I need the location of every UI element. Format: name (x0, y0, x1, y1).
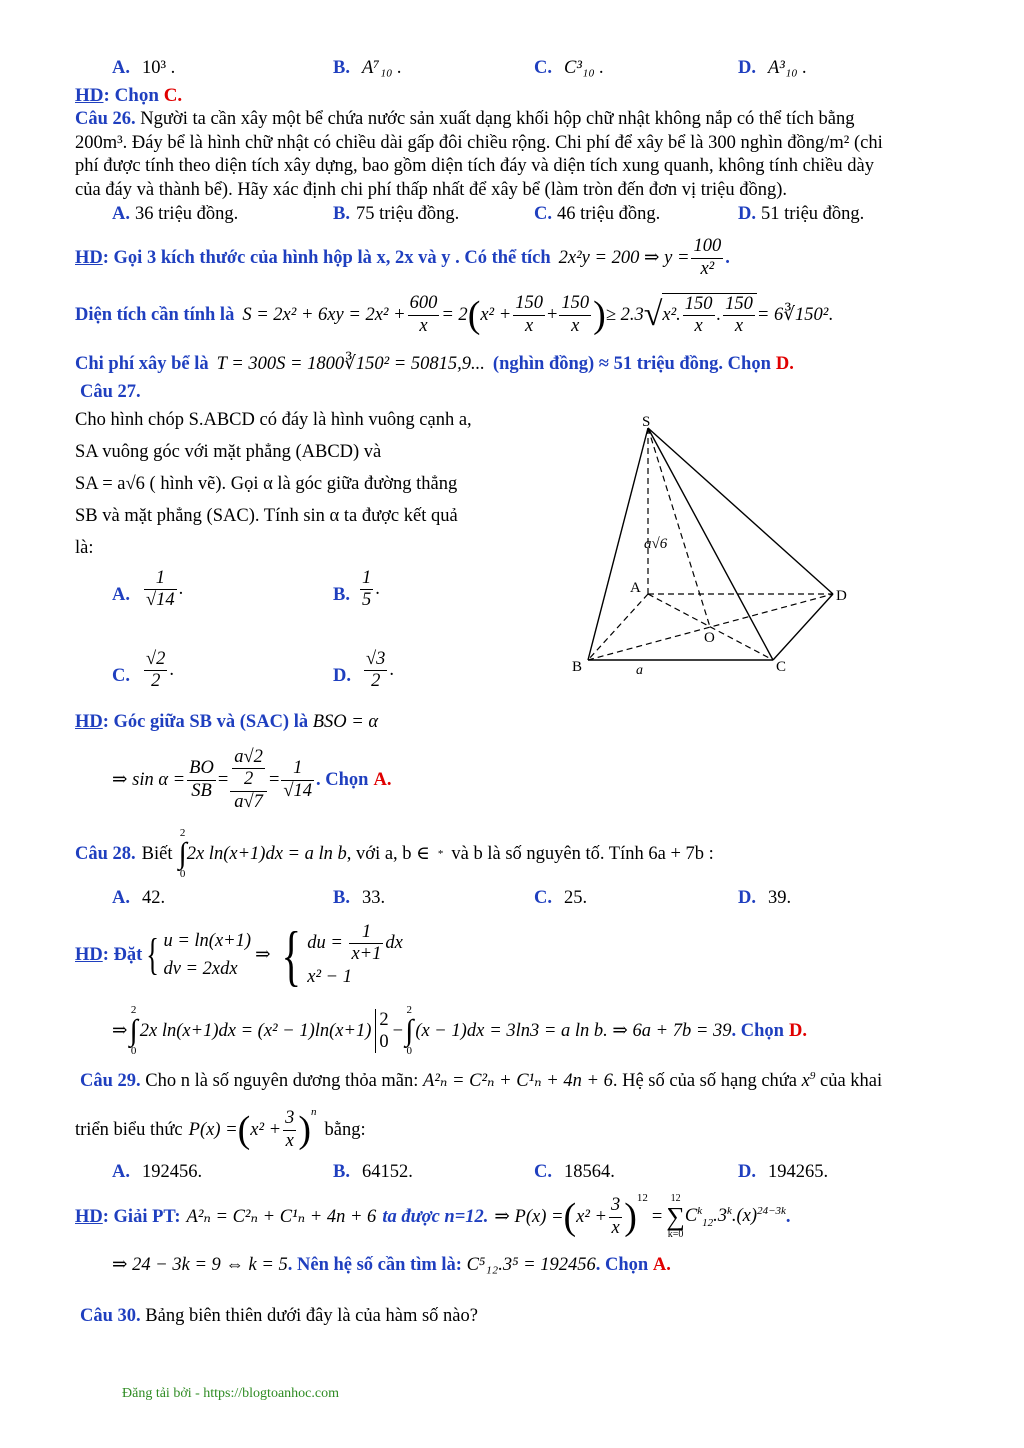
answer-letter: D. (775, 353, 794, 374)
hd-text: (nghìn đồng) ≈ 51 triệu đồng. Chọn (492, 353, 771, 374)
fraction (691, 236, 723, 280)
option-c-label: C. (112, 666, 130, 686)
option-b-label: B. (333, 204, 350, 224)
answer-letter: C. (163, 85, 183, 106)
option-d-label: D. (738, 204, 756, 224)
vertex-D: D (836, 588, 847, 604)
answer-letter: A. (373, 769, 392, 790)
hd-text: Chi phí xây bể là (75, 353, 209, 374)
option-b-value: 33. (362, 888, 386, 908)
option-d-label: D. (738, 1162, 756, 1182)
question-text: Bảng biên thiên dưới đây là của hàm số nào? (145, 1306, 478, 1326)
option-d-value: 194265. (768, 1162, 829, 1182)
question-text: SA = a√6 ( hình vẽ). Gọi α là góc giữa đường thẳng (75, 474, 458, 494)
math-expression: BSO = α (312, 712, 379, 732)
q26-question (75, 108, 985, 202)
option-a-value: 10³ . (142, 58, 176, 78)
pyramid-figure (568, 408, 858, 683)
q29-solution-line1: HD : Giải PT: A²ₙ = C²ₙ + C¹ₙ + 4n + 6 ta được n=12. ⇒ P(x) = ( x² + $\frac{3}{x}$ ) $^{12}$ = 12 ∑ k=0 $C^k_{12}.3^k.(x)^{24-3k}$ . (75, 1192, 791, 1240)
option-b-label: B. (333, 888, 350, 908)
q28-question: Câu 28. Biết 2 ∫ 0 2x ln(x+1)dx = a ln b , với a, b ∈ * và b là số nguyên tố. Tính 6a + 7b : (75, 827, 714, 880)
question-text: của đáy và thành bể). Hãy xác định chi phí thấp nhất để xây bể (làm tròn đến đơn vị triệu đồng). (75, 179, 788, 200)
option-d-value: 51 triệu đồng. (761, 204, 865, 224)
option-b-label: B. (333, 58, 350, 78)
question-text: của khai (820, 1071, 883, 1092)
option-a-value: 42. (142, 888, 166, 908)
option-b-value: A⁷₁₀ . (362, 58, 402, 78)
question-text: Người ta cần xây một bể chứa nước sản xuất dạng khối hộp chữ nhật không nắp có thể tích bằng (135, 109, 855, 129)
option-d-value: A³₁₀ . (768, 58, 807, 78)
q28-solution-line2: ⇒ 2 ∫ 0 2x ln(x+1)dx = (x² − 1)ln(x+1) 2 0 − 2 ∫ 0 (x − 1)dx = 3ln3 = a ln b. ⇒ 6a + 7b = 39 . Chọn D. (112, 1004, 807, 1057)
vertex-A: A (630, 580, 641, 596)
q26-solution-line1: HD : Gọi 3 kích thước của hình hộp là x, 2x và y . Có thể tích 2x²y = 200 ⇒ y = $\frac{100}{\text{x²}}$ . (75, 236, 730, 279)
answer-letter: D. (788, 1020, 807, 1041)
hd-text: Diện tích cần tính là (75, 304, 235, 325)
question-text: Biết (141, 843, 173, 864)
q27-solution-line1: HD: Góc giữa SB và (SAC) là BSO = α (75, 712, 379, 732)
option-a-value: 36 triệu đồng. (135, 204, 239, 224)
question-text: Cho hình chóp S.ABCD có đáy là hình vuông cạnh a, (75, 410, 472, 430)
option-d-label: D. (738, 58, 756, 78)
option-b-value: 64152. (362, 1162, 413, 1182)
q26-solution-line2: Diện tích cần tính là S = 2x² + 6xy = 2x² + $\frac{600}{x}$ = 2 ( x² + $\frac{150}{x}$ + $\frac{150}{x}$ ) ≥ 2.3 √ x². $\frac{150}{x}$ . $\frac{150}{x}$ = 6∛150² . (75, 293, 833, 336)
option-a-label: A. (112, 204, 130, 224)
option-c-label: C. (534, 1162, 552, 1182)
option-b-value: 75 triệu đồng. (356, 204, 460, 224)
edge-label-sa: a√6 (644, 536, 668, 552)
q30-question (80, 1306, 478, 1327)
option-d-label: D. (333, 666, 351, 686)
numerator: 100 (691, 236, 723, 258)
vertex-B: B (572, 659, 583, 675)
center-O: O (704, 630, 715, 646)
question-label: Câu 30. (80, 1306, 141, 1326)
option-b-label: B. (333, 1162, 350, 1182)
question-label: Câu 29. (80, 1071, 141, 1092)
denominator: x² (700, 258, 715, 279)
option-d-value: 39. (768, 888, 792, 908)
question-text: là: (75, 538, 94, 558)
question-text: , với a, b ∈ (346, 844, 430, 864)
option-a-label: A. (112, 58, 130, 78)
hd-text: . Chọn (731, 1020, 784, 1041)
q28-solution-line1: HD : Đặt { u = ln(x+1) dv = 2xdx ⇒ { du = $\frac{1}{x+1}$ dx x² − 1 (75, 917, 403, 993)
hd-text: . Chọn (595, 1255, 649, 1275)
question-text: bằng: (324, 1119, 366, 1140)
q29-solution-line2 (112, 1254, 671, 1276)
q29-question-line1: Câu 29. Cho n là số nguyên dương thỏa mãn: A²ₙ = C²ₙ + C¹ₙ + 4n + 6. Hệ số của số hạng chứa $x^9$ của khai (80, 1070, 883, 1092)
fraction: $\frac{600}{x}$ (409, 293, 438, 336)
question-label: Câu 28. (75, 843, 136, 864)
math-expression: ⇒ 24 − 3k = 9 ⇔ k = 5 (112, 1255, 288, 1275)
hd-label: HD (75, 85, 104, 106)
vertex-C: C (776, 659, 787, 675)
option-a-label: A. (112, 1162, 130, 1182)
question-text: SA vuông góc với mặt phẳng (ABCD) và (75, 442, 382, 462)
option-c-label: C. (534, 204, 552, 224)
q25-answer (75, 85, 182, 107)
option-d-label: D. (738, 888, 756, 908)
question-text: 200m³. Đáy bể là hình chữ nhật có chiều dài gấp đôi chiều rộng. Chi phí để xây bể là 300 nghìn đồng/m² (chi (75, 132, 883, 153)
question-text: Cho n là số nguyên dương thỏa mãn: (145, 1071, 419, 1092)
question-label: Câu 26. (75, 109, 136, 129)
answer-letter: A. (652, 1255, 671, 1275)
question-text: . Hệ số của số hạng chứa (612, 1071, 798, 1092)
option-c-label: C. (534, 58, 552, 78)
hd-text: : Đặt (102, 944, 143, 965)
math-expression: C⁵₁₂.3⁵ = 192456 (466, 1255, 596, 1275)
hd-text: : Gọi 3 kích thước của hình hộp là x, 2x và y . Có thể tích (102, 247, 551, 268)
math-expression: 2x²y = 200 ⇒ y = (558, 248, 690, 268)
hd-text: . Chọn (316, 769, 369, 790)
hd-text: ta được n=12. (382, 1206, 489, 1227)
math-expression: A²ₙ = C²ₙ + C¹ₙ + 4n + 6 (423, 1071, 613, 1092)
hd-label: HD (75, 247, 103, 268)
q27-question (75, 404, 535, 564)
question-text: phí được tính theo diện tích xây dựng, bao gồm diện tích đáy và diện tích xung quanh, không tính chiều dày (75, 156, 874, 176)
hd-text: . Nên hệ số cần tìm là: (287, 1255, 462, 1275)
option-c-value: C³₁₀ . (564, 58, 604, 78)
question-label: Câu 27. (80, 382, 141, 402)
math-expression: T = 300S = 1800∛150² = 50815,9... (216, 354, 485, 374)
question-text: và b là số nguyên tố. Tính 6a + 7b : (451, 843, 714, 864)
option-b-label: B. (333, 585, 350, 605)
option-a-label: A. (112, 888, 130, 908)
option-c-label: C. (534, 888, 552, 908)
vertex-S: S (642, 414, 651, 430)
option-c-value: 18564. (564, 1162, 615, 1182)
question-text: SB và mặt phẳng (SAC). Tính sin α ta được kết quả (75, 506, 458, 526)
q27-solution-line2: ⇒ sin α = $\frac{BO}{SB}$ = $\frac{\frac{a√2}{2}}{a√7}$ = $\frac{1}{√14}$ . Chọn A. (112, 747, 392, 812)
option-a-label: A. (112, 585, 130, 605)
hd-text: : Chọn (103, 85, 159, 106)
footer-source: Đăng tải bởi - https://blogtoanhoc.com (122, 1386, 339, 1401)
math-expression: S = 2x² + 6xy = 2x² + (242, 304, 406, 325)
option-a-value: 192456. (142, 1162, 203, 1182)
hd-text: : Góc giữa SB và (SAC) là (102, 712, 309, 732)
q29-question-line2: triển biểu thức P(x) = ( x² + $\frac{3}{x}$ ) $^n$ bằng: (75, 1106, 366, 1151)
question-text: triển biểu thức (75, 1119, 183, 1140)
hd-text: : Giải PT: (102, 1206, 181, 1227)
q26-solution-line3 (75, 350, 794, 378)
math-expression: = 3ln3 = a ln b. ⇒ 6a + 7b = 39 (489, 1021, 732, 1041)
edge-label-ab: a (636, 663, 643, 678)
option-c-value: 46 triệu đồng. (557, 204, 661, 224)
option-c-value: 25. (564, 888, 588, 908)
